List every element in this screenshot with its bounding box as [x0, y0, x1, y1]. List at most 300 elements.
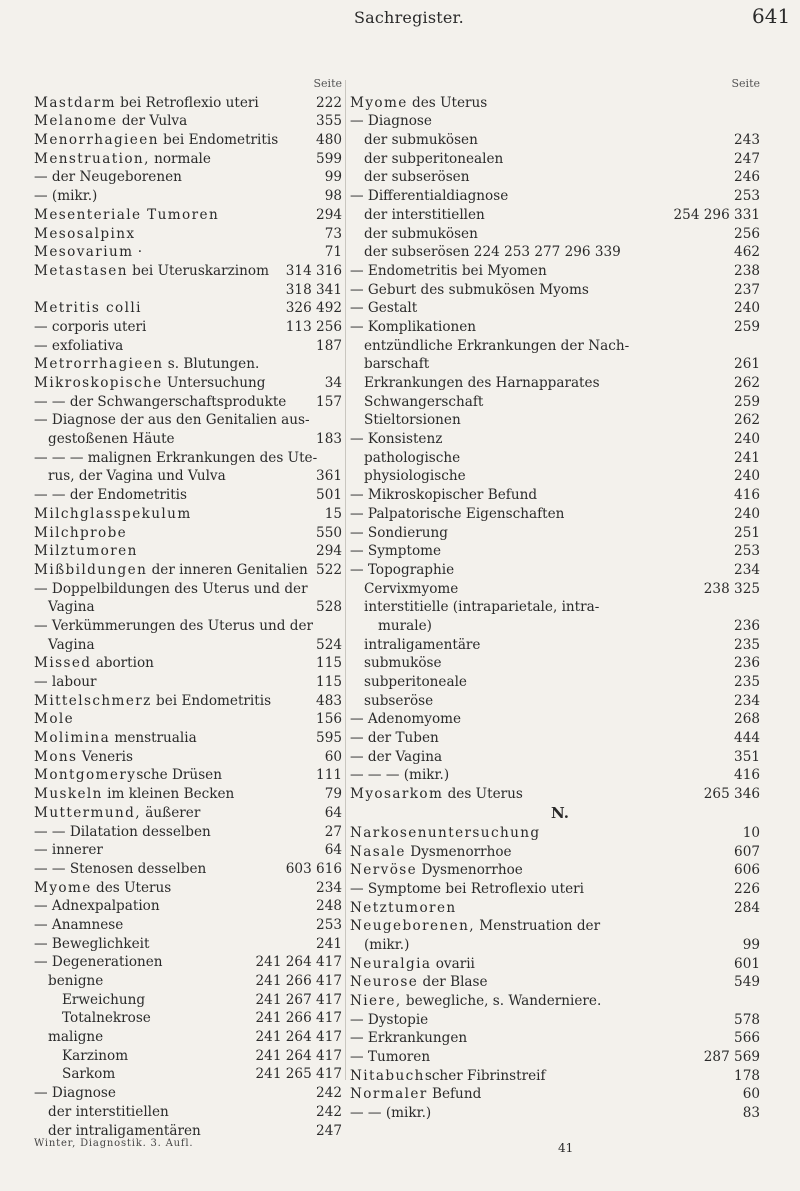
index-entry [350, 430, 770, 449]
index-entry [34, 1103, 342, 1122]
entry-pages: 522 [316, 561, 342, 578]
entry-text [34, 355, 259, 374]
section-letter: N. [551, 803, 569, 822]
entry-pages: 606 [734, 862, 760, 879]
entry-term: Mißbildungen [34, 561, 148, 578]
entry-pages: 355 [316, 113, 342, 130]
index-entry [350, 748, 770, 767]
entry-pages: 156 [316, 711, 342, 728]
entry-term: Milchglasspekulum [34, 505, 192, 522]
index-entry [350, 899, 770, 918]
entry-pages: 256 [734, 225, 760, 242]
index-entry [350, 955, 770, 974]
index-entry [34, 580, 342, 599]
entry-text [350, 299, 417, 318]
entry-rest: Erweichung [62, 991, 146, 1008]
entry-text [350, 262, 547, 281]
index-entry [350, 1104, 770, 1123]
entry-text [48, 1028, 103, 1047]
entry-rest: Totalnekrose [62, 1010, 151, 1027]
index-entry [34, 411, 342, 430]
index-entry [34, 112, 342, 131]
index-entry [34, 374, 342, 393]
index-entry [34, 935, 342, 954]
entry-pages: 262 [734, 375, 760, 391]
entry-rest: intraligamentäre [364, 636, 481, 653]
index-entry [34, 542, 342, 561]
index-entry [350, 617, 770, 636]
entry-pages: 261 [734, 356, 760, 373]
entry-text [34, 897, 160, 916]
entry-pages: 240 [734, 300, 760, 317]
index-entry [350, 150, 770, 169]
entry-term: Myome [34, 879, 92, 896]
entry-pages: 501 [316, 487, 342, 504]
entry-pages: 247 [734, 150, 760, 167]
index-entry [350, 281, 770, 300]
entry-pages: 99 [742, 936, 760, 953]
entry-rest: pathologische [364, 449, 461, 466]
entry-pages: 241 [734, 449, 760, 466]
entry-pages: 64 [324, 842, 342, 859]
entry-pages: 603 616 [285, 860, 342, 877]
entry-rest: maligne [48, 1029, 104, 1046]
entry-rest: der intraligamentären [48, 1122, 201, 1139]
entry-rest: abortion [91, 655, 154, 672]
entry-pages: 246 [734, 169, 760, 186]
entry-rest: submuköse [364, 655, 442, 672]
left-column [34, 75, 342, 1140]
entry-rest: bei Uteruskarzinom [127, 262, 269, 279]
entry-pages: 318 341 [285, 281, 342, 298]
index-entry [34, 1047, 342, 1066]
entry-text [34, 617, 313, 636]
index-entry [34, 486, 342, 505]
index-entry [350, 992, 770, 1011]
footer-note: Winter, Diagnostik. 3. Aufl. [34, 1138, 194, 1149]
entry-rest: — Diagnose der aus den Genitalien aus- [34, 412, 310, 429]
entry-text [34, 131, 278, 150]
entry-pages: 241 266 417 [255, 1010, 342, 1027]
entry-pages: 528 [316, 599, 342, 616]
entry-text [350, 1029, 467, 1048]
entry-pages: 157 [316, 393, 342, 410]
entry-pages: 251 [734, 524, 760, 541]
entry-text [364, 636, 480, 655]
index-entry [350, 225, 770, 244]
entry-rest: interstitielle (intraparietale, intra- [364, 599, 600, 616]
entry-text [350, 843, 512, 862]
entry-text [364, 206, 485, 225]
entry-text [34, 580, 308, 599]
entry-rest: — — der Endometritis [34, 487, 187, 504]
entry-term: Myome [350, 94, 408, 111]
index-entry [34, 1084, 342, 1103]
entry-pages: 549 [734, 974, 760, 991]
entry-text [48, 430, 175, 449]
index-entry [350, 94, 770, 113]
entry-rest: äußerer [140, 804, 201, 821]
entry-pages: 480 [316, 132, 342, 149]
entry-rest: — Endometritis bei Myomen [350, 262, 547, 279]
entry-rest: Menstruation der [474, 918, 601, 935]
entry-text [364, 673, 467, 692]
entry-term: Mons [34, 748, 78, 765]
entry-rest: — Symptome bei Retroflexio uteri [350, 880, 584, 897]
entry-rest: — Gestalt [350, 300, 418, 317]
entry-term: Mastdarm [34, 94, 116, 111]
seite-label: Seite [731, 77, 760, 90]
index-entry [350, 917, 770, 936]
index-entry [350, 505, 770, 524]
entry-pages: 234 [734, 561, 760, 578]
entry-text [350, 973, 488, 992]
index-entry [350, 243, 770, 262]
entry-pages: 241 267 417 [255, 991, 342, 1008]
entry-pages: 241 264 417 [255, 1029, 342, 1046]
entry-text [34, 299, 142, 318]
index-entry [350, 654, 770, 673]
entry-term: Mikroskopische [34, 375, 163, 391]
entry-text [350, 899, 457, 918]
index-entry [350, 580, 770, 599]
entry-rest: — Symptome [350, 543, 442, 560]
entry-pages: 71 [324, 244, 342, 261]
entry-pages: 287 569 [703, 1049, 760, 1066]
entry-rest: der subserösen 224 253 277 296 339 [364, 244, 621, 261]
entry-term: Narkosenuntersuchung [350, 824, 541, 841]
entry-text [350, 861, 523, 880]
sheet-number: 41 [558, 1141, 574, 1155]
entry-pages: 595 [316, 730, 342, 747]
entry-text [34, 505, 192, 524]
entry-pages: 34 [324, 375, 342, 391]
entry-pages: 115 [316, 655, 342, 672]
index-entry [350, 299, 770, 318]
entry-term: Metastasen [34, 262, 128, 279]
entry-rest: — Komplikationen [350, 318, 477, 335]
index-entry [34, 598, 342, 617]
index-entry [34, 804, 342, 823]
entry-text [34, 710, 74, 729]
entry-rest: — — (mikr.) [350, 1105, 432, 1122]
entry-pages: 284 [734, 899, 760, 916]
entry-pages: 15 [324, 505, 342, 522]
entry-text [34, 729, 197, 748]
entry-text [364, 374, 600, 393]
entry-pages: 60 [324, 748, 342, 765]
index-entry [34, 692, 342, 711]
entry-pages: 253 [734, 188, 760, 205]
entry-text [62, 1047, 128, 1066]
entry-rest: — Verkümmerungen des Uterus und der [34, 617, 314, 634]
entry-text [350, 955, 475, 974]
index-entry [34, 318, 342, 337]
entry-pages: 235 [734, 636, 760, 653]
index-entry [350, 1085, 770, 1104]
entry-rest: (mikr.) [364, 936, 410, 953]
entry-pages: 259 [734, 393, 760, 410]
entry-term: Neurose [350, 974, 419, 991]
entry-text [34, 206, 219, 225]
entry-text [364, 580, 458, 599]
entry-pages: 113 256 [285, 318, 342, 335]
entry-pages: 601 [734, 955, 760, 972]
entry-text [350, 992, 601, 1011]
entry-term: Neuralgia [350, 955, 432, 972]
entry-text [34, 860, 206, 879]
page-number: 641 [752, 4, 791, 28]
entry-rest: subseröse [364, 692, 434, 709]
entry-rest: barschaft [364, 356, 430, 373]
index-entry [350, 561, 770, 580]
entry-pages: 254 296 331 [673, 206, 760, 223]
index-entry [34, 916, 342, 935]
entry-rest: — Sondierung [350, 524, 448, 541]
entry-rest: Veneris [77, 748, 133, 765]
entry-text [34, 935, 150, 954]
index-entry [34, 1028, 342, 1047]
entry-term: Mesosalpinx [34, 225, 136, 242]
entry-rest: gestoßenen Häute [48, 431, 175, 448]
entry-rest: — Diagnose [34, 1085, 116, 1102]
entry-text [350, 524, 448, 543]
entry-rest: — (mikr.) [34, 188, 98, 205]
entry-term: Menstruation, [34, 150, 150, 167]
entry-pages: 483 [316, 692, 342, 709]
entry-term: Missed [34, 655, 92, 672]
entry-text [350, 785, 523, 804]
entry-rest: subperitoneale [364, 674, 467, 690]
entry-text [364, 393, 483, 412]
entry-term: Nervöse [350, 862, 418, 879]
index-entry [34, 785, 342, 804]
entry-rest: der subserösen [364, 169, 470, 186]
entry-pages: 236 [734, 617, 760, 634]
entry-text [350, 561, 454, 580]
entry-rest: des Uterus [407, 94, 488, 111]
entry-rest: — Geburt des submukösen Myoms [350, 281, 589, 298]
index-entry [34, 243, 342, 262]
entry-text [48, 467, 226, 486]
entry-text [350, 1067, 546, 1086]
entry-pages: 237 [734, 281, 760, 298]
index-entry [350, 262, 770, 281]
entry-text [34, 411, 310, 430]
entry-text [364, 243, 621, 262]
entry-rest: Erkrankungen des Harnapparates [364, 375, 600, 391]
entry-text [34, 150, 211, 169]
entry-pages: 226 [734, 880, 760, 897]
entry-pages: 27 [324, 823, 342, 840]
entry-rest: der inneren Genitalien [147, 561, 308, 578]
entry-text [34, 393, 286, 412]
entry-text [350, 281, 589, 300]
index-entry [34, 972, 342, 991]
entry-rest: physiologische [364, 468, 466, 485]
entry-term: Montgomery [34, 767, 137, 784]
entry-rest: Karzinom [62, 1047, 129, 1064]
entry-pages: 416 [734, 487, 760, 504]
entry-text [34, 916, 123, 935]
entry-pages: 524 [316, 636, 342, 653]
index-entry [34, 729, 342, 748]
index-entry [350, 374, 770, 393]
index-entry [34, 561, 342, 580]
entry-text [62, 991, 145, 1010]
index-entry [350, 861, 770, 880]
entry-pages: 10 [742, 824, 760, 841]
entry-pages: 242 [316, 1085, 342, 1102]
entry-rest: murale) [378, 617, 432, 634]
entry-pages: 243 [734, 132, 760, 149]
entry-text [364, 936, 409, 955]
entry-term: Menorrhagieen [34, 132, 159, 149]
entry-text [350, 542, 441, 561]
index-entry [34, 299, 342, 318]
index-entry [350, 467, 770, 486]
index-entry [350, 187, 770, 206]
entry-rest: — Adnexpalpation [34, 898, 160, 915]
entry-rest: des Uterus [443, 786, 523, 803]
entry-rest: — Erkrankungen [350, 1030, 468, 1047]
index-entry [350, 524, 770, 543]
entry-text [364, 449, 460, 468]
entry-rest: — der Vagina [350, 748, 443, 765]
index-entry [34, 168, 342, 187]
index-entry [34, 654, 342, 673]
entry-text [34, 1084, 116, 1103]
entry-rest: — Dystopie [350, 1011, 429, 1028]
entry-pages: 294 [316, 206, 342, 223]
entry-rest: Stieltorsionen [364, 412, 461, 429]
entry-text [350, 824, 541, 843]
entry-term: Molimina [34, 730, 111, 747]
index-entry [34, 673, 342, 692]
entry-rest: Vagina [48, 599, 95, 616]
entry-rest: Sarkom [62, 1066, 116, 1083]
entry-rest: bei Endometritis [158, 132, 279, 149]
entry-text [34, 318, 146, 337]
entry-rest: der interstitiellen [364, 206, 485, 223]
entry-text [34, 841, 103, 860]
entry-text [34, 524, 127, 543]
entry-text [350, 1104, 431, 1123]
entry-text [350, 766, 449, 785]
entry-rest: — der Neugeborenen [34, 169, 182, 186]
entry-text [34, 561, 308, 580]
entry-rest: — — — (mikr.) [350, 767, 450, 784]
entry-rest: — — der Schwangerschaftsprodukte [34, 393, 287, 410]
entry-pages: 60 [742, 1086, 760, 1103]
index-entry [34, 187, 342, 206]
entry-rest: Befund [427, 1086, 482, 1103]
index-entry [34, 766, 342, 785]
entry-pages: 314 316 [285, 262, 342, 279]
entry-text [34, 879, 171, 898]
index-entry [34, 841, 342, 860]
entry-term: Muttermund, [34, 804, 141, 821]
entry-text [364, 150, 503, 169]
index-entry [34, 524, 342, 543]
index-entry [350, 1029, 770, 1048]
index-entry [34, 262, 342, 281]
entry-pages: 550 [316, 524, 342, 541]
entry-pages: 351 [734, 748, 760, 765]
index-entry [34, 355, 342, 374]
entry-text [350, 318, 476, 337]
index-entry [350, 411, 770, 430]
entry-rest: der Blase [418, 974, 488, 991]
index-entry [350, 337, 770, 356]
entry-text [48, 598, 95, 617]
entry-pages: 240 [734, 468, 760, 485]
entry-rest: — Mikroskopischer Befund [350, 487, 538, 504]
entry-text [48, 636, 95, 655]
entry-text [364, 168, 469, 187]
entry-text [34, 673, 97, 692]
index-entry [34, 879, 342, 898]
entry-text [350, 917, 600, 936]
entry-rest: — Beweglichkeit [34, 935, 150, 952]
entry-pages: 253 [316, 916, 342, 933]
index-entry [350, 843, 770, 862]
entry-pages: 253 [734, 543, 760, 560]
index-entry [34, 430, 342, 449]
entry-text [350, 505, 564, 524]
index-entry [350, 766, 770, 785]
entry-pages: 268 [734, 711, 760, 728]
entry-pages: 234 [316, 879, 342, 896]
entry-pages: 241 265 417 [255, 1066, 342, 1083]
entry-text [350, 94, 487, 113]
entry-text [34, 187, 97, 206]
entry-rest: der submukösen [364, 132, 478, 149]
index-entry [350, 168, 770, 187]
entry-text [364, 411, 461, 430]
entry-rest: — Tumoren [350, 1049, 431, 1066]
entry-pages: 235 [734, 674, 760, 690]
entry-text [364, 692, 433, 711]
entry-term: Niere, [350, 993, 402, 1009]
index-entry [350, 486, 770, 505]
entry-rest: Vagina [48, 636, 95, 653]
entry-rest: benigne [48, 973, 104, 989]
index-entry [350, 824, 770, 843]
entry-rest: — innerer [34, 842, 103, 859]
entry-rest: — Differentialdiagnose [350, 188, 509, 205]
entry-pages: 294 [316, 543, 342, 560]
index-entry [350, 729, 770, 748]
entry-text [34, 823, 211, 842]
entry-rest: Cervixmyome [364, 580, 459, 597]
entry-term: Mesovarium [34, 244, 134, 261]
entry-rest: der subperitonealen [364, 150, 504, 167]
index-entry [34, 1009, 342, 1028]
entry-pages: 444 [734, 730, 760, 747]
column-divider [345, 80, 346, 1080]
entry-pages: 73 [324, 225, 342, 242]
entry-rest: — Palpatorische Eigenschaften [350, 505, 565, 522]
entry-rest: des Uterus [91, 879, 172, 896]
entry-text [34, 654, 154, 673]
index-entry [350, 318, 770, 337]
entry-text [34, 243, 142, 262]
entry-text [350, 1085, 481, 1104]
index-entry [350, 131, 770, 150]
entry-rest: ovarii [431, 955, 475, 972]
entry-text [34, 542, 138, 561]
